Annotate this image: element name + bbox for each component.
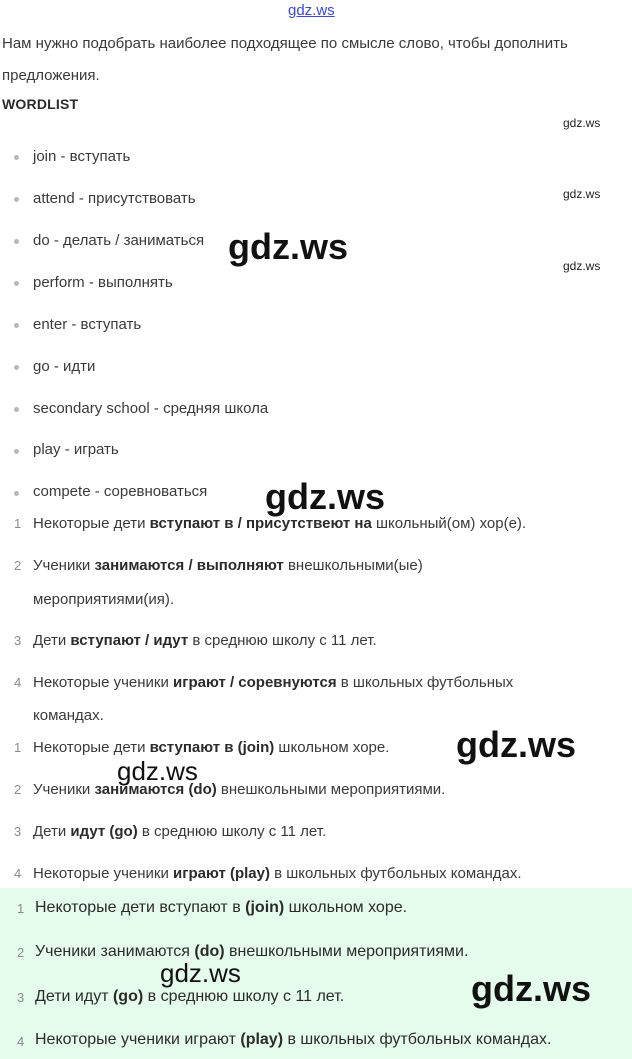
choice-sentence: Некоторые ученики играют / соревнуются в школьных футбольных	[33, 674, 514, 691]
watermark: gdz.ws	[456, 724, 577, 765]
item-number: 4	[14, 866, 22, 881]
watermark: gdz.ws	[160, 958, 241, 988]
answer-sentence: Некоторые ученики играют (play) в школьных футбольных командах.	[33, 865, 522, 882]
answer-sentence: Дети идут (go) в среднюю школу с 11 лет.	[33, 823, 327, 840]
item-number: 4	[17, 1034, 25, 1049]
wordlist-item: perform - выполнять	[33, 274, 173, 291]
item-number: 1	[14, 740, 22, 755]
item-number: 4	[14, 675, 22, 690]
bullet-icon	[14, 323, 19, 328]
item-number: 1	[17, 901, 25, 916]
final-sentence: Некоторые ученики играют (play) в школьных футбольных командах.	[35, 1031, 552, 1048]
bullet-icon	[14, 239, 19, 244]
wordlist-item: play - играть	[33, 441, 119, 458]
wordlist-item: compete - соревноваться	[33, 483, 208, 500]
item-number: 2	[14, 558, 22, 573]
wordlist-item: enter - вступать	[33, 316, 142, 333]
item-number: 3	[14, 824, 22, 839]
watermark: gdz.ws	[471, 968, 592, 1009]
final-sentence: Дети идут (go) в среднюю школу с 11 лет.	[35, 988, 345, 1005]
item-number: 2	[14, 782, 22, 797]
choice-sentence: Дети вступают / идут в среднюю школу с 11 лет.	[33, 632, 377, 649]
bullet-icon	[14, 407, 19, 412]
choice-sentence: Некоторые дети вступают в / присутствеют на школьный(ом) хор(е).	[33, 515, 527, 532]
watermark: gdz.ws	[228, 226, 349, 267]
bullet-icon	[14, 197, 19, 202]
intro-text: Нам нужно подобрать наиболее подходящее по смысле слово, чтобы дополнить предложения.	[2, 35, 568, 84]
watermark: gdz.ws	[563, 116, 601, 130]
bullet-icon	[14, 155, 19, 160]
wordlist-heading: WORDLIST	[2, 96, 79, 112]
bullet-icon	[14, 449, 19, 454]
item-number: 3	[17, 990, 25, 1005]
watermark: gdz.ws	[117, 756, 198, 786]
item-number: 3	[14, 633, 22, 648]
wordlist-item: do - делать / заниматься	[33, 232, 205, 249]
answer-sentence: Некоторые дети вступают в (join) школьном хоре.	[33, 739, 390, 756]
choice-sentence-cont: командах.	[33, 707, 104, 724]
wordlist-item: attend - присутствовать	[33, 190, 196, 207]
final-sentence: Некоторые дети вступают в (join) школьном хоре.	[35, 899, 408, 916]
wordlist-item: go - идти	[33, 358, 96, 375]
bullet-icon	[14, 491, 19, 496]
watermark: gdz.ws	[265, 476, 386, 517]
item-number: 1	[14, 516, 22, 531]
answer-sentence: Ученики занимаются (do) внешкольными мероприятиями.	[33, 781, 446, 798]
wordlist-item: join - вступать	[33, 148, 131, 165]
choice-sentence-cont: мероприятиями(ия).	[33, 591, 175, 608]
bullet-icon	[14, 281, 19, 286]
item-number: 2	[17, 945, 25, 960]
watermark: gdz.ws	[563, 259, 601, 273]
watermark: gdz.ws	[563, 187, 601, 201]
choice-sentence: Ученики занимаются / выполняют внешкольными(ые)	[33, 557, 423, 574]
watermark-link[interactable]: gdz.ws	[288, 2, 335, 19]
bullet-icon	[14, 365, 19, 370]
wordlist-item: secondary school - средняя школа	[33, 400, 269, 417]
final-sentence: Ученики занимаются (do) внешкольными мероприятиями.	[35, 943, 469, 960]
